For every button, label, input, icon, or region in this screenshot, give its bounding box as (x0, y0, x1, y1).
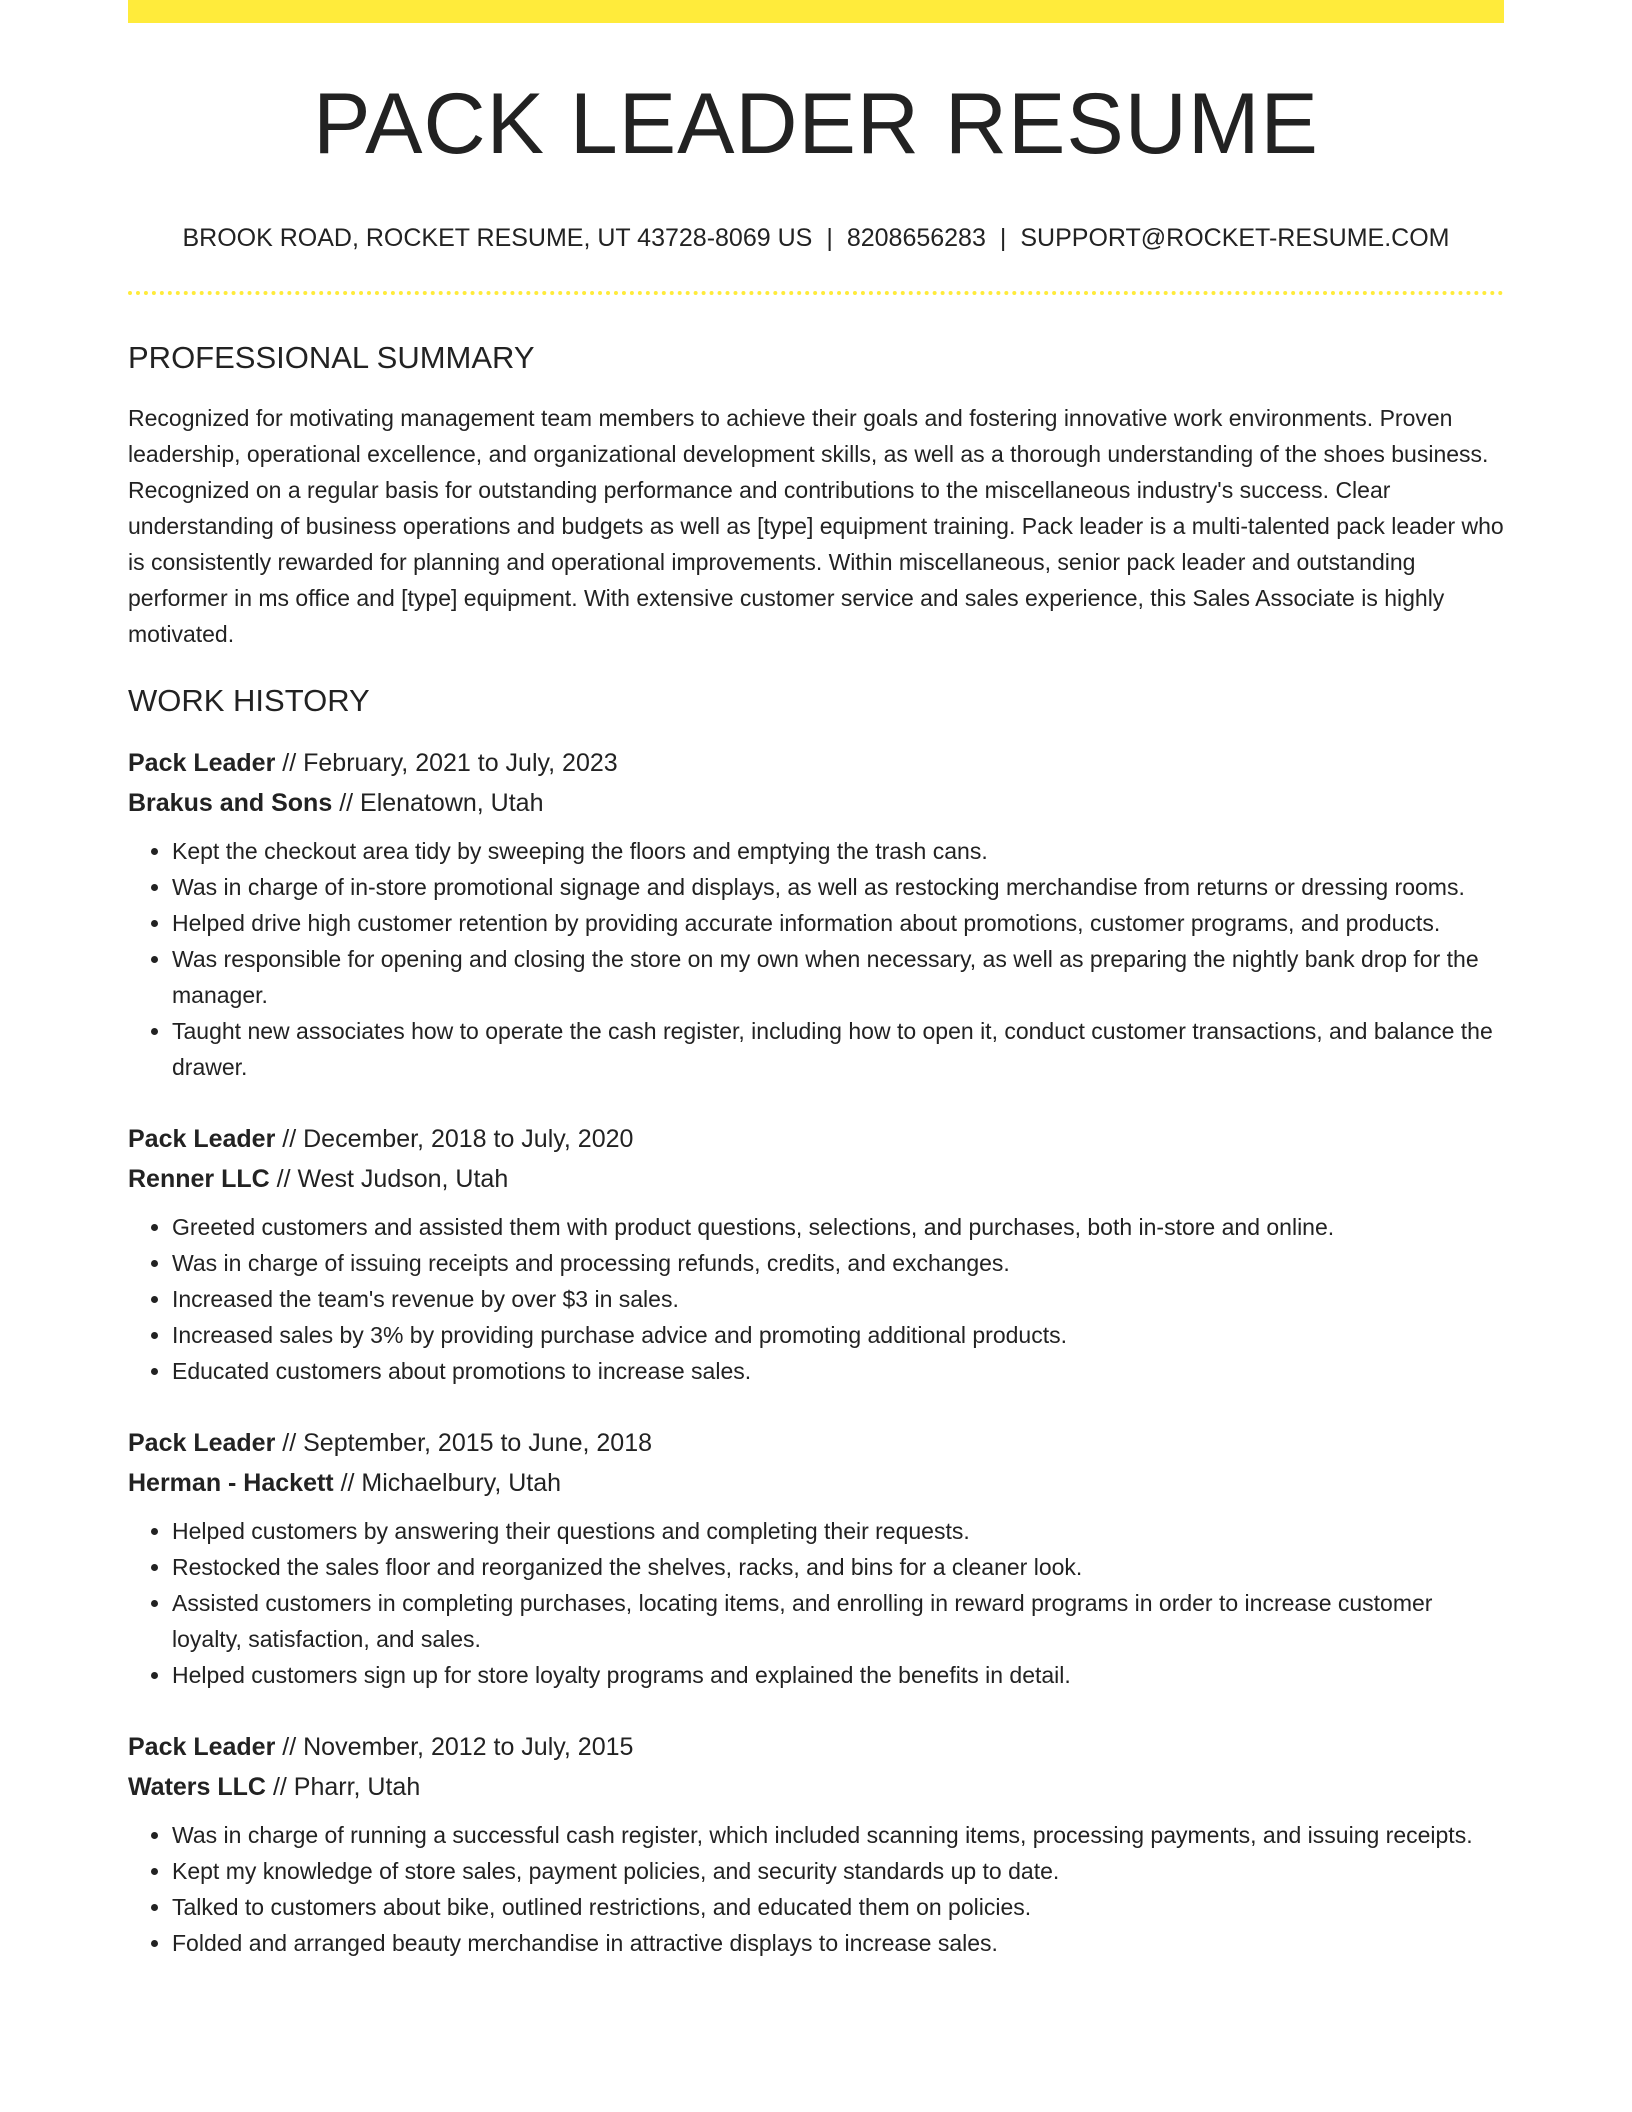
job-entry (128, 1727, 1504, 1961)
job-bullet: • Talked to customers about bike, outlined restrictions, and educated them on policies. (172, 1889, 1504, 1925)
contact-email: SUPPORT@ROCKET-RESUME.COM (1020, 224, 1450, 252)
job-entry (128, 1119, 1504, 1389)
summary-text: Recognized for motivating management team members to achieve their goals and fostering innovative work environments. Proven leadership, operational excellence, and organizational development skills, as well as a thorough understanding of the shoes business. Recognized on a regular basis for outstanding performance and contributions to the miscellaneous industry's success. Clear understanding of business operations and budgets as well as [type] equipment training. Pack leader is a multi-talented pack leader who is consistently rewarded for planning and operational improvements. Within miscellaneous, senior pack leader and outstanding performer in ms office and [type] equipment. With extensive customer service and sales experience, this Sales Associate is highly motivated. (128, 405, 1504, 648)
job-title: Pack Leader (128, 1733, 276, 1762)
job-bullet: • Folded and arranged beauty merchandise in attractive displays to increase sales. (172, 1925, 1504, 1961)
job-bullet: • Increased the team's revenue by over $3 in sales. (172, 1281, 1504, 1317)
job-location: // West Judson, Utah (276, 1165, 509, 1194)
job-title-line (128, 1727, 1504, 1767)
job-bullet: • Kept my knowledge of store sales, payment policies, and security standards up to date. (172, 1853, 1504, 1889)
resume-page (128, 0, 1504, 1961)
job-title: Pack Leader (128, 1125, 276, 1154)
job-company-line (128, 783, 1504, 823)
job-entry (128, 1423, 1504, 1693)
job-bullet: • Restocked the sales floor and reorganized the shelves, racks, and bins for a cleaner look. (172, 1549, 1504, 1585)
job-bullet: • Was responsible for opening and closing the store on my own when necessary, as well as preparing the nightly bank drop for the manager. (172, 941, 1504, 1013)
work-history-heading: WORK HISTORY (128, 683, 370, 719)
job-title: Pack Leader (128, 1429, 276, 1458)
job-company-line (128, 1767, 1504, 1807)
job-company-line (128, 1463, 1504, 1503)
dotted-divider (128, 291, 1504, 295)
job-title-line (128, 1423, 1504, 1463)
job-company-line (128, 1159, 1504, 1199)
job-company: Renner LLC (128, 1165, 270, 1194)
job-bullet: • Helped drive high customer retention by providing accurate information about promotions, customer programs, and products. (172, 905, 1504, 941)
job-bullet: • Taught new associates how to operate the cash register, including how to open it, conduct customer transactions, and balance the drawer. (172, 1013, 1504, 1085)
job-bullet: • Kept the checkout area tidy by sweeping the floors and emptying the trash cans. (172, 833, 1504, 869)
job-title-line (128, 743, 1504, 783)
job-title: Pack Leader (128, 749, 276, 778)
contact-phone: 8208656283 (846, 224, 986, 252)
job-bullets (128, 1209, 1504, 1389)
job-bullet: • Educated customers about promotions to increase sales. (172, 1353, 1504, 1389)
contact-line (128, 223, 1504, 253)
job-bullets (128, 833, 1504, 1085)
job-bullet: • Assisted customers in completing purchases, locating items, and enrolling in reward programs in order to increase customer loyalty, satisfaction, and sales. (172, 1585, 1504, 1657)
job-bullet: • Greeted customers and assisted them with product questions, selections, and purchases, both in-store and online. (172, 1209, 1504, 1245)
job-title-line (128, 1119, 1504, 1159)
job-location: // Elenatown, Utah (339, 789, 544, 818)
job-dates: // November, 2012 to July, 2015 (282, 1733, 634, 1762)
job-entry (128, 743, 1504, 1085)
job-bullets (128, 1513, 1504, 1693)
job-bullet: • Was in charge of running a successful cash register, which included scanning items, processing payments, and issuing receipts. (172, 1817, 1504, 1853)
job-company: Brakus and Sons (128, 789, 333, 818)
resume-title: PACK LEADER RESUME (313, 76, 1319, 172)
job-location: // Michaelbury, Utah (340, 1469, 562, 1498)
job-bullets (128, 1817, 1504, 1961)
job-bullet: • Increased sales by 3% by providing purchase advice and promoting additional products. (172, 1317, 1504, 1353)
summary-heading: PROFESSIONAL SUMMARY (128, 340, 535, 375)
job-dates: // September, 2015 to June, 2018 (282, 1429, 652, 1458)
contact-separator: | (999, 224, 1007, 252)
job-company: Herman - Hackett (128, 1469, 334, 1498)
job-location: // Pharr, Utah (272, 1773, 421, 1802)
contact-address: BROOK ROAD, ROCKET RESUME, UT 43728-8069 US (182, 224, 813, 252)
job-bullet: • Was in charge of in-store promotional signage and displays, as well as restocking merchandise from returns or dressing rooms. (172, 869, 1504, 905)
job-bullet: • Was in charge of issuing receipts and processing refunds, credits, and exchanges. (172, 1245, 1504, 1281)
job-dates: // February, 2021 to July, 2023 (282, 749, 618, 778)
job-dates: // December, 2018 to July, 2020 (282, 1125, 634, 1154)
top-accent-bar (128, 0, 1504, 23)
job-company: Waters LLC (128, 1773, 266, 1802)
contact-separator: | (826, 224, 833, 252)
job-bullet: • Helped customers by answering their questions and completing their requests. (172, 1513, 1504, 1549)
job-bullet: • Helped customers sign up for store loyalty programs and explained the benefits in detail. (172, 1657, 1504, 1693)
